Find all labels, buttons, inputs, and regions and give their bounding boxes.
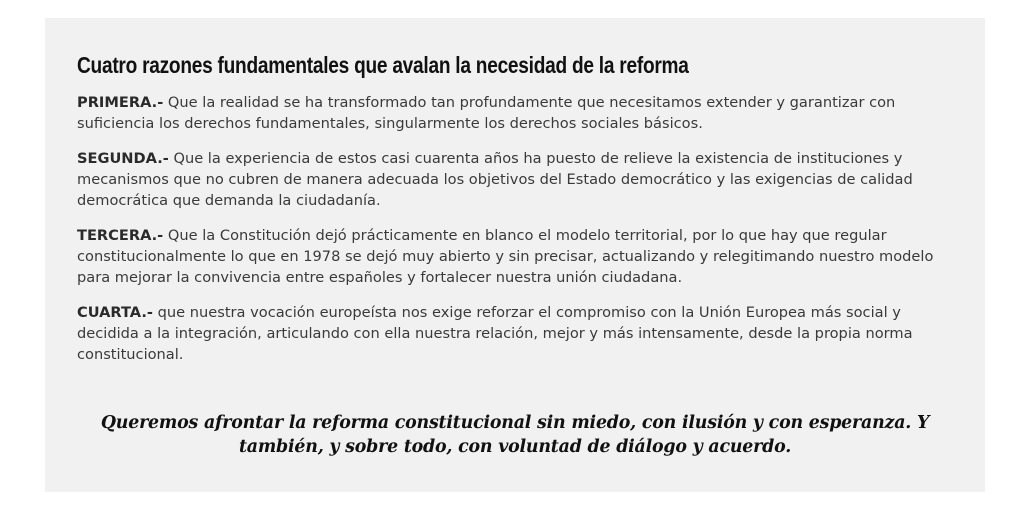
reason-text: Que la realidad se ha transformado tan profundamente que necesitamos extender y garantizar con suficiencia los derechos fundamentales, singularmente los derechos sociales básicos. — [77, 94, 896, 132]
reason-primera — [77, 92, 953, 134]
content-panel — [45, 18, 985, 492]
section-title: Cuatro razones fundamentales que avalan la necesidad de la reforma — [77, 52, 689, 78]
reason-label: TERCERA.- — [77, 227, 164, 244]
reason-text: Que la experiencia de estos casi cuarenta años ha puesto de relieve la existencia de instituciones y mecanismos que no cubren de manera adecuada los objetivos del Estado democrático y las exigencias de calidad democrática que demanda la ciudadanía. — [77, 150, 913, 209]
reason-text: que nuestra vocación europeísta nos exige reforzar el compromiso con la Unión Europea más social y decidida a la integración, articulando con ella nuestra relación, mejor y más intensamente, desde la propia norma constitucional. — [77, 304, 913, 363]
reason-label: CUARTA.- — [77, 304, 153, 321]
reason-label: SEGUNDA.- — [77, 150, 169, 167]
reason-tercera — [77, 225, 953, 288]
reason-segunda — [77, 148, 953, 211]
reason-cuarta — [77, 302, 953, 365]
reason-text: Que la Constitución dejó prácticamente en blanco el modelo territorial, por lo que hay que regular constitucionalmente lo que en 1978 se dejó muy abierto y sin precisar, actualizando y relegitimando nuestro modelo para mejorar la convivencia entre españoles y fortalecer nuestra unión ciudadana. — [77, 227, 934, 286]
closing-statement: Queremos afrontar la reforma constitucional sin miedo, con ilusión y con esperanza. Y también, y sobre todo, con voluntad de diálogo y acuerdo. — [100, 413, 930, 457]
reason-label: PRIMERA.- — [77, 94, 164, 111]
